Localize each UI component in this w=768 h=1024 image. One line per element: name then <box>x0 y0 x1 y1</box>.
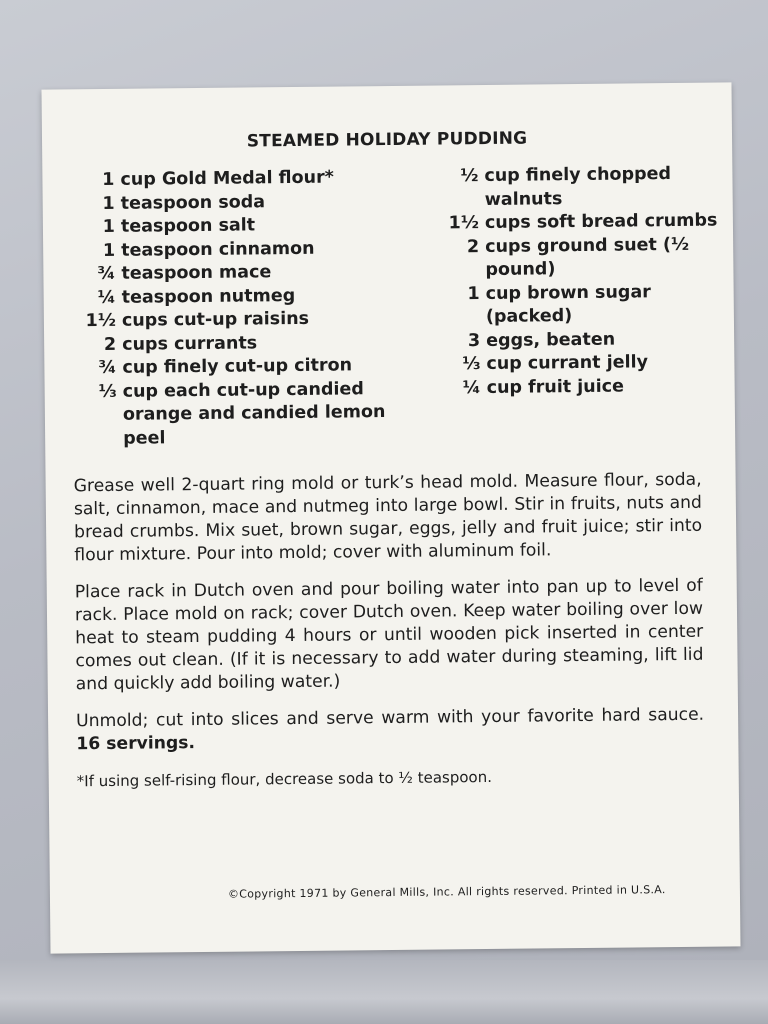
ingredients-left-column <box>72 166 395 451</box>
ingredient-row <box>74 354 394 381</box>
ingredient-name: teaspoon soda <box>120 191 266 214</box>
ingredient-name: teaspoon mace <box>121 262 272 284</box>
ingredient-row <box>432 280 722 330</box>
ingredient-row <box>432 327 722 354</box>
plastic-container-edge <box>0 960 768 1024</box>
ingredient-quantity: 1 <box>102 193 115 214</box>
ingredient-quantity: ⅓ <box>462 354 481 375</box>
ingredient-name: teaspoon cinnamon <box>121 238 315 261</box>
ingredient-name: cup Gold Medal flour* <box>120 167 334 190</box>
ingredient-row <box>74 330 394 357</box>
ingredient-quantity: 1½ <box>448 213 480 234</box>
ingredient-quantity: ¾ <box>98 357 117 379</box>
ingredient-row <box>75 377 396 451</box>
ingredient-name: teaspoon salt <box>120 215 256 237</box>
ingredient-row <box>432 351 722 378</box>
recipe-title: STEAMED HOLIDAY PUDDING <box>246 128 528 152</box>
ingredient-quantity: 1 <box>102 240 116 261</box>
ingredient-name: cup brown sugar (packed) <box>485 281 651 327</box>
ingredient-name: cups cut-up raisins <box>121 308 310 331</box>
ingredient-quantity: 1 <box>467 283 480 304</box>
ingredient-quantity: 1½ <box>85 310 117 332</box>
ingredient-row <box>433 374 723 401</box>
servings-count: 16 servings. <box>76 733 196 755</box>
direction-step-3-text: Unmold; cut into slices and serve warm with your favorite hard sauce. <box>76 704 705 732</box>
ingredients-right-column <box>430 163 722 401</box>
ingredient-row <box>72 166 392 193</box>
ingredient-name: cup currant jelly <box>486 352 649 374</box>
ingredient-row <box>431 210 721 237</box>
ingredient-row <box>74 283 394 310</box>
ingredient-quantity: ¼ <box>462 377 481 398</box>
ingredient-quantity: ⅓ <box>98 381 117 402</box>
ingredient-row <box>73 189 393 216</box>
ingredient-name: cups currants <box>122 332 258 355</box>
ingredient-quantity: ½ <box>460 166 479 187</box>
ingredient-name: eggs, beaten <box>486 329 616 351</box>
ingredient-row <box>74 307 394 334</box>
ingredient-name: cup each cut-up candied orange and candied lemon peel <box>122 378 386 449</box>
ingredient-row <box>73 236 393 263</box>
copyright-notice: ©Copyright 1971 by General Mills, Inc. All rights reserved. Printed in U.S.A. <box>227 883 666 901</box>
ingredient-row <box>431 233 721 283</box>
ingredient-name: cups soft bread crumbs <box>484 210 718 233</box>
ingredient-quantity: 2 <box>466 236 480 257</box>
ingredient-name: cup finely cut-up citron <box>122 355 353 378</box>
footnote: *If using self-rising flour, decrease soda to ½ teaspoon. <box>76 767 493 791</box>
ingredient-name: cup finely chopped walnuts <box>484 164 672 210</box>
recipe-card <box>41 82 740 953</box>
ingredient-quantity: ¾ <box>97 263 116 285</box>
ingredient-row <box>73 260 393 287</box>
ingredient-quantity: ¼ <box>97 287 116 308</box>
ingredient-quantity: 3 <box>467 330 481 351</box>
direction-step-3 <box>76 704 704 757</box>
ingredient-name: cup fruit juice <box>486 376 625 398</box>
ingredient-quantity: 2 <box>103 334 117 355</box>
ingredient-row <box>73 213 393 240</box>
ingredient-quantity: 1 <box>102 216 116 238</box>
ingredient-quantity: 1 <box>102 169 115 191</box>
ingredient-name: cups ground suet (½ pound) <box>485 234 690 280</box>
directions <box>74 469 705 808</box>
ingredient-name: teaspoon nutmeg <box>121 285 296 308</box>
direction-step-1: Grease well 2-quart ring mold or turk’s head mold. Measure flour, soda, salt, cinnamon, mace and nutmeg into large bowl. Stir in fruits, nuts and bread crumbs. Mix suet, brown sugar, eggs, jelly and fruit juice; stir into flour mixture. Pour into mold; cover with aluminum foil. <box>73 469 703 566</box>
ingredient-row <box>430 163 720 213</box>
direction-step-2: Place rack in Dutch oven and pour boiling water into pan up to level of rack. Place mold on rack; cover Dutch oven. Keep water boiling over low heat to steam pudding 4 hours or until wooden pick inserted in center comes out clean. (If it is necessary to add water during steaming, lift lid and quickly add boiling water.) <box>74 575 704 695</box>
